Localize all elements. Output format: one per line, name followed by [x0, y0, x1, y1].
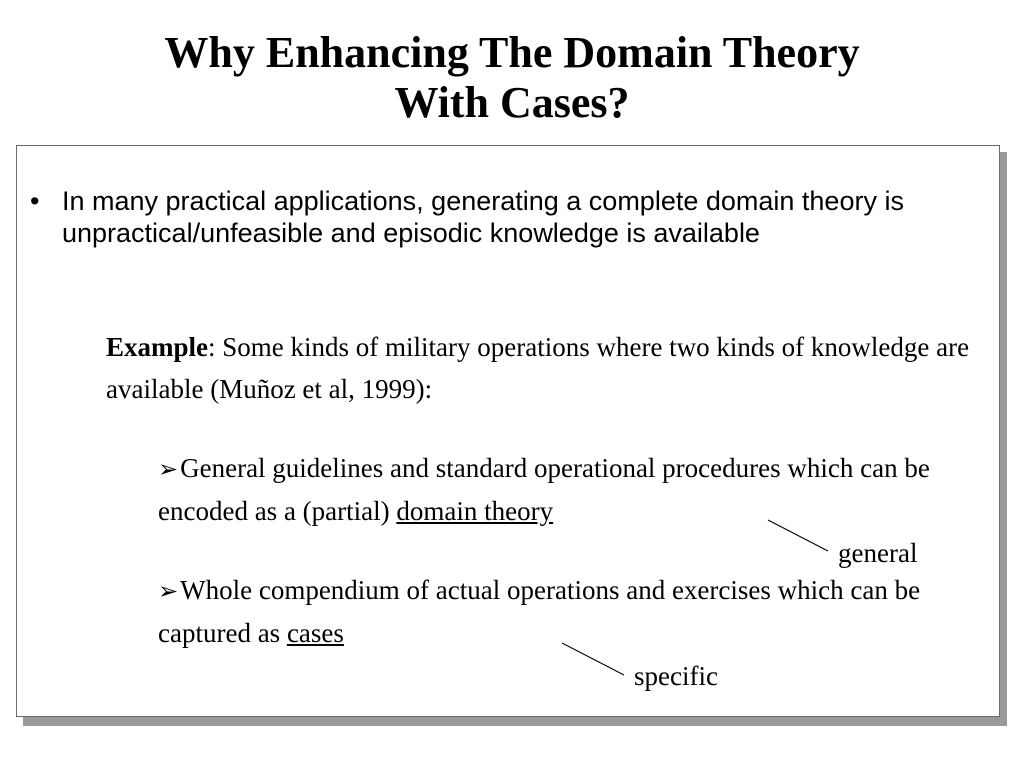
underlined-term-cases: cases [286, 618, 344, 648]
subpoint-text: Whole compendium of actual operations and exercises which can be captured as [158, 575, 921, 648]
example-paragraph [106, 326, 986, 410]
arrow-bullet-icon: ➢ [158, 457, 179, 483]
subpoint-cases [158, 570, 978, 654]
slide-title-line-2: With Cases? [394, 78, 630, 127]
bullet-text: In many practical applications, generating a complete domain theory is unpractical/unfeasible and episodic knowledge is available [62, 186, 904, 248]
main-bullet [30, 185, 1000, 249]
slide-title [0, 28, 1024, 128]
subpoint-domain-theory [158, 448, 978, 532]
underlined-term-domain-theory: domain theory [396, 496, 554, 526]
arrow-bullet-icon: ➢ [158, 579, 179, 605]
example-label: Example [106, 332, 209, 362]
annotation-specific: specific [634, 661, 718, 691]
subpoint-text: General guidelines and standard operational procedures which can be encoded as a (partial) [158, 453, 930, 526]
slide-title-line-1: Why Enhancing The Domain Theory [164, 28, 860, 77]
example-text: : Some kinds of military operations where two kinds of knowledge are available (Muñoz et al, 1999): [106, 332, 970, 404]
bullet-marker: • [30, 186, 40, 216]
annotation-general: general [838, 538, 918, 568]
